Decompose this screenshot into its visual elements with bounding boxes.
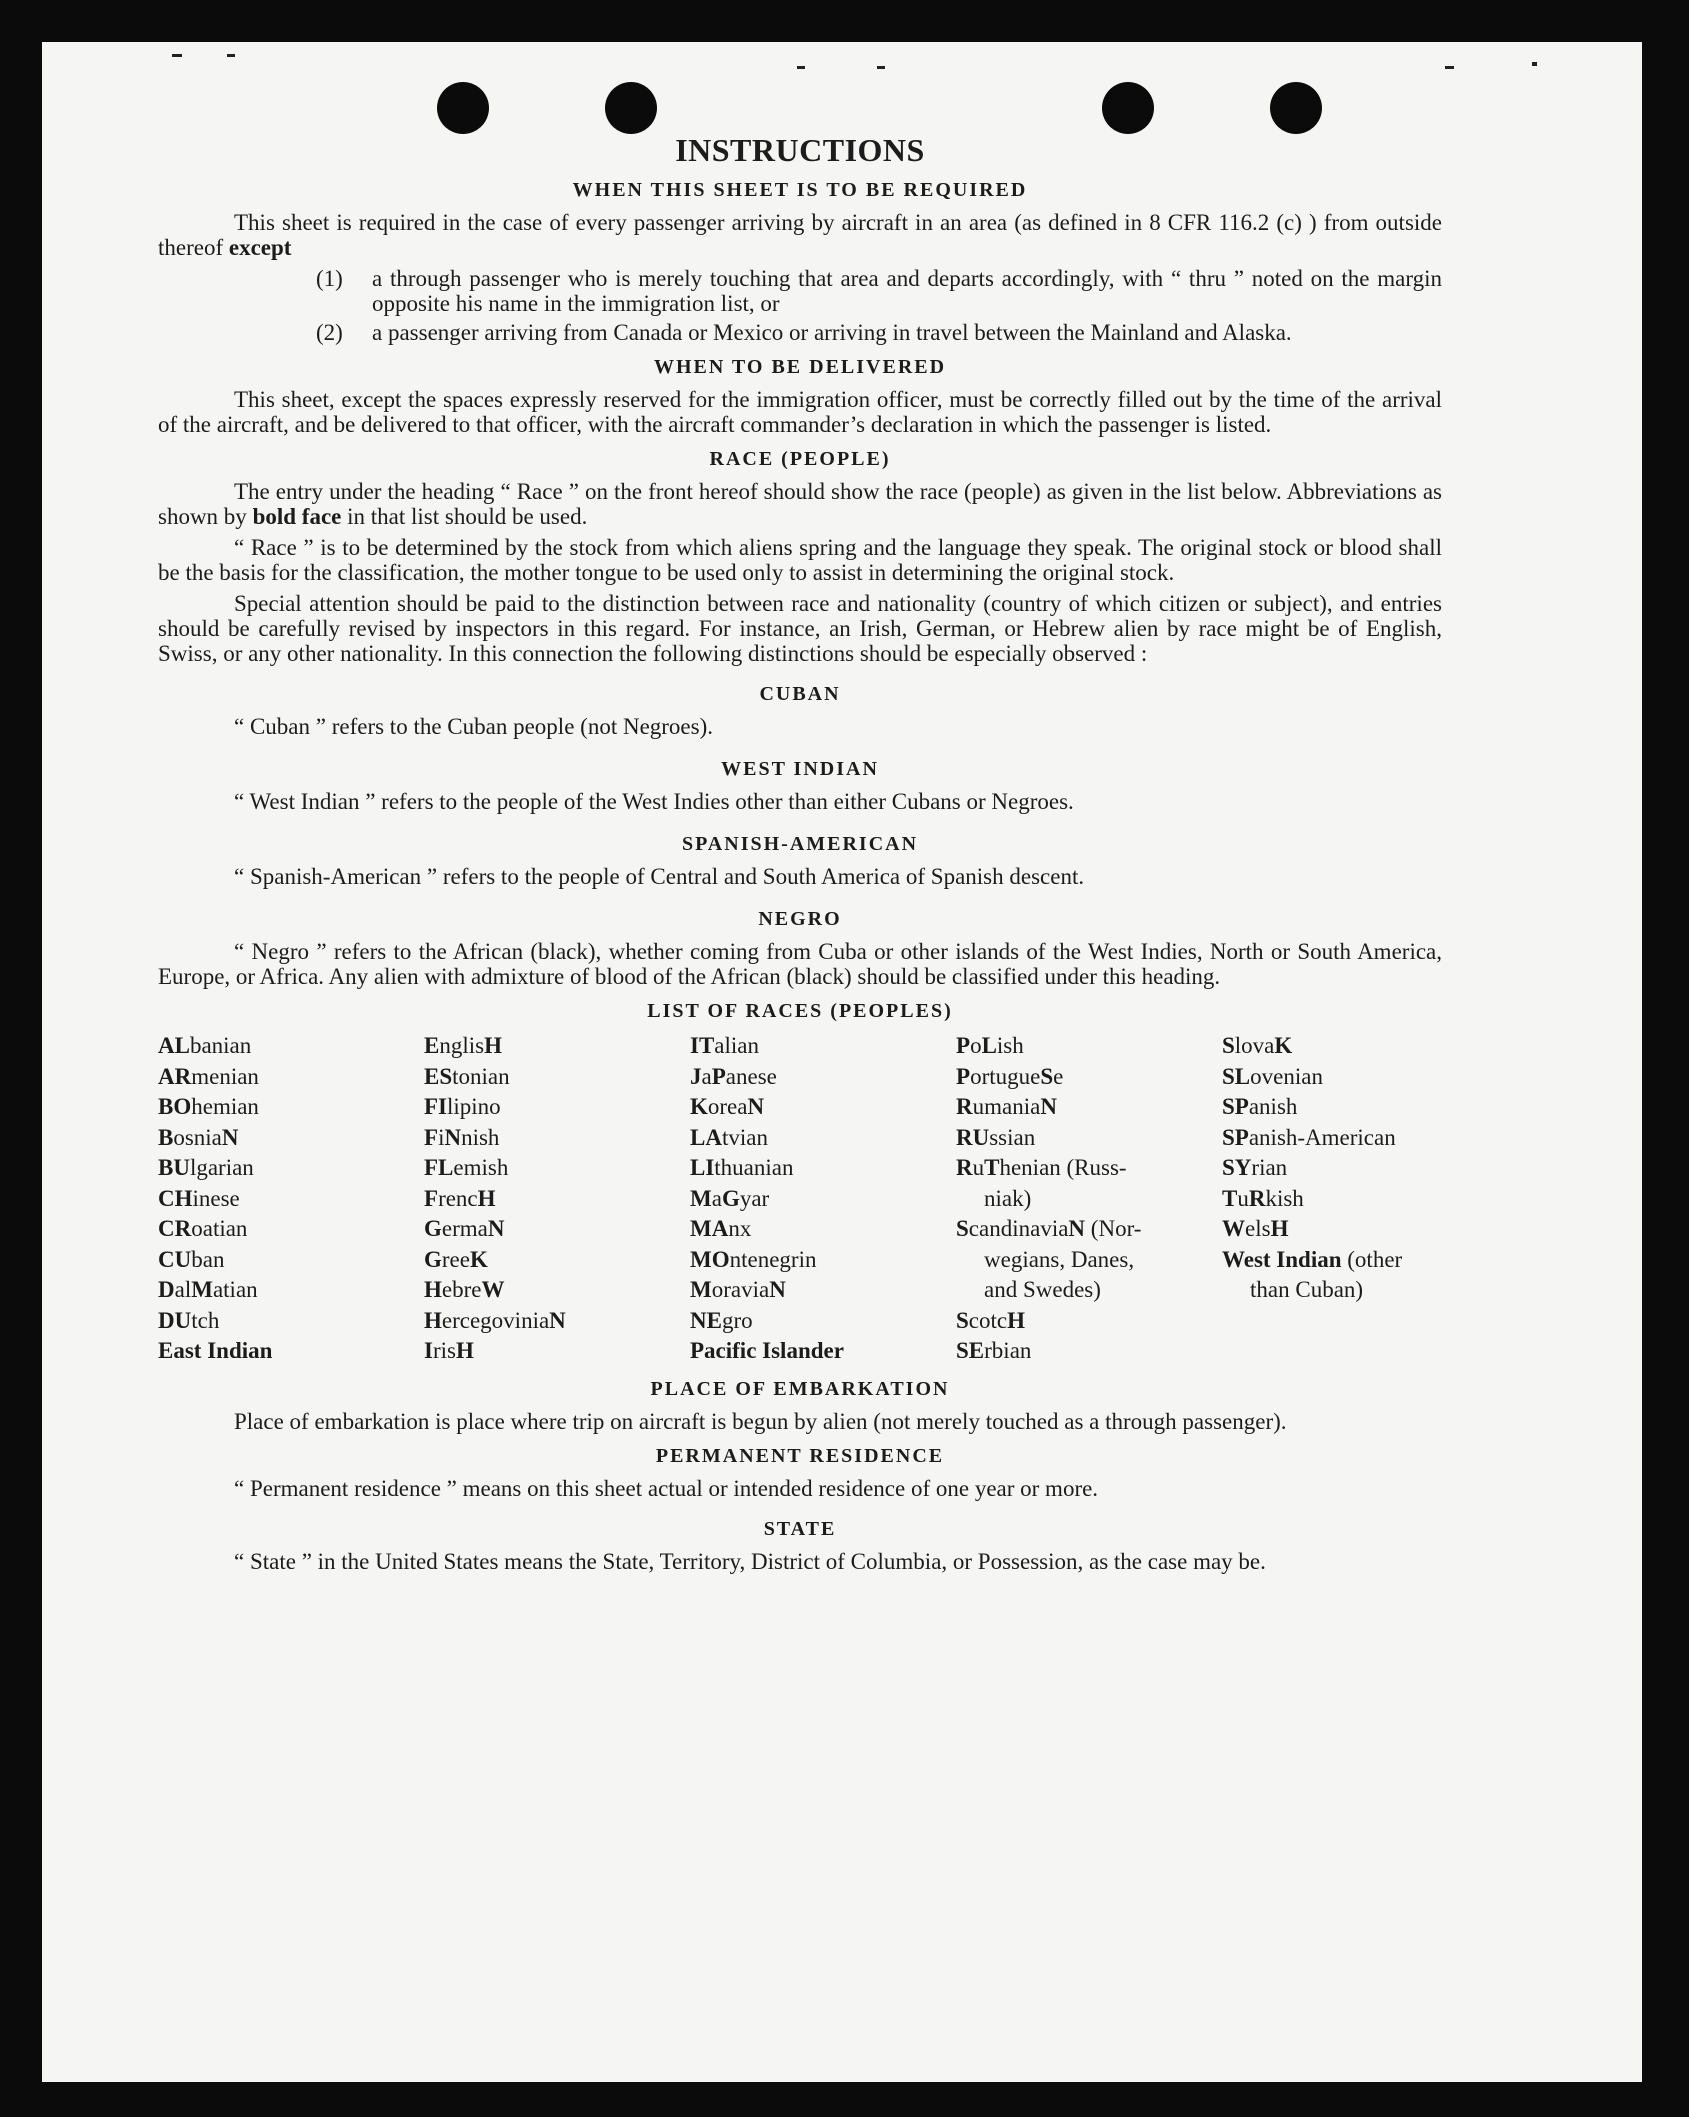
race-entry: Pacific Islander [690, 1338, 844, 1363]
section-heading-place-of-embarkation: PLACE OF EMBARKATION [650, 1377, 950, 1400]
race-entry: FIlipino [424, 1094, 501, 1119]
when-delivered-text: This sheet, except the spaces expressly reserved for the immigration officer, must be correctly filled out by the time of the arrival of the aircraft, and be delivered to that officer, with the aircraft commander’s declaration in which the passenger is listed. [158, 387, 1442, 437]
punch-hole [605, 82, 657, 134]
race-entry: CRoatian [158, 1216, 248, 1241]
race-entry: DalMatian [158, 1277, 258, 1302]
when-required-intro: This sheet is required in the case of every passenger arriving by aircraft in an area (as defined in 8 CFR 116.2 (c) ) from outside thereof except [158, 210, 1442, 260]
race-entry: RuThenian (Russ- [956, 1155, 1127, 1180]
race-entry: IrisH [424, 1338, 474, 1363]
race-entry: PortugueSe [956, 1063, 1064, 1089]
race-entry: RumaniaN [956, 1094, 1057, 1119]
exception-item: (1) a through passenger who is merely touching that area and departs accordingly, with “ thru ” noted on the margin opposite his name in the immigration list, or [316, 266, 1442, 316]
section-heading-when-delivered: WHEN TO BE DELIVERED [653, 356, 947, 378]
race-entry: ARmenian [158, 1063, 259, 1089]
race-entry: GermaN [424, 1216, 505, 1241]
race-entry: SPanish [1222, 1094, 1298, 1119]
punch-hole [1102, 82, 1154, 134]
race-column [956, 1031, 1222, 1367]
punch-hole [1270, 82, 1322, 134]
page-title: INSTRUCTIONS [675, 132, 925, 168]
race-entry: LAtvian [690, 1124, 768, 1150]
section-heading-state: STATE [763, 1517, 837, 1540]
race-entry: than Cuban) [1250, 1277, 1364, 1302]
permanent-residence-text: “ Permanent residence ” means on this sheet actual or intended residence of one year or more. [234, 1475, 1099, 1501]
section-heading-spanish-american: SPANISH-AMERICAN [681, 833, 919, 855]
race-entry: WelsH [1222, 1216, 1289, 1241]
race-entry: FLemish [424, 1155, 509, 1180]
race-paragraph-2: “ Race ” is to be determined by the stock from which aliens spring and the language they speak. The original stock or blood shall be the basis for the classification, the mother tongue to be used only to assist in determining the original stock. [158, 535, 1442, 585]
race-column [424, 1031, 690, 1367]
scan-speck [877, 66, 885, 69]
race-entry: East Indian [158, 1338, 273, 1363]
race-entry: HercegoviniaN [424, 1307, 566, 1333]
race-entry: EnglisH [424, 1033, 502, 1058]
west-indian-text: “ West Indian ” refers to the people of the West Indies other than either Cubans or Negroes. [234, 789, 1074, 814]
instructions-content [158, 132, 1442, 1580]
race-entry: MAnx [690, 1216, 752, 1241]
race-entry: RUssian [956, 1124, 1036, 1150]
section-heading-permanent-residence: PERMANENT RESIDENCE [655, 1444, 945, 1467]
race-entry: MoraviaN [690, 1277, 786, 1302]
race-entry: GreeK [424, 1246, 488, 1272]
race-entry: CHinese [158, 1185, 240, 1211]
race-entry: SErbian [956, 1338, 1032, 1363]
race-entry: wegians, Danes, [984, 1246, 1135, 1272]
race-entry: TuRkish [1222, 1185, 1304, 1211]
race-entry: LIthuanian [690, 1155, 794, 1180]
race-entry: MaGyar [690, 1185, 770, 1211]
race-entry: ScandinaviaN (Nor- [956, 1216, 1142, 1241]
race-column [1222, 1031, 1442, 1367]
section-heading-negro: NEGRO [758, 908, 842, 930]
race-column [158, 1031, 424, 1367]
section-heading-when-required: WHEN THIS SHEET IS TO BE REQUIRED [572, 179, 1028, 201]
scan-speck [227, 54, 235, 57]
race-entry: FrencH [424, 1185, 496, 1211]
scan-speck [1532, 62, 1537, 66]
race-paragraph-3: Special attention should be paid to the distinction between race and nationality (country of which citizen or subject), and entries should be carefully revised by inspectors in this regard. For instance, an Irish, German, or Hebrew alien by race might be of English, Swiss, or any other nationality. In this connection the following distinctions should be especially observed : [158, 591, 1442, 666]
race-entry: niak) [984, 1185, 1032, 1211]
negro-text: “ Negro ” refers to the African (black), whether coming from Cuba or other islands of the West Indies, North or South America, Europe, or Africa. Any alien with admixture of blood of the African (black) should be classified under this heading. [158, 939, 1442, 989]
race-entry: ScotcH [956, 1307, 1025, 1333]
race-entry: BOhemian [158, 1094, 259, 1119]
race-entry: KoreaN [690, 1094, 765, 1119]
race-entry: West Indian (other [1222, 1246, 1403, 1272]
race-entry: BUlgarian [158, 1155, 254, 1180]
race-entry: CUban [158, 1246, 225, 1272]
race-entry: SYrian [1222, 1155, 1288, 1180]
race-entry: SLovenian [1222, 1063, 1323, 1089]
race-entry: BosniaN [158, 1124, 239, 1150]
race-entry: PoLish [956, 1033, 1024, 1058]
race-entry: ALbanian [158, 1033, 252, 1058]
race-entry: EStonian [424, 1063, 510, 1089]
race-entry: SPanish-American [1222, 1124, 1396, 1150]
race-entry: HebreW [424, 1277, 505, 1302]
section-heading-list-of-races: LIST OF RACES (PEOPLES) [647, 1000, 953, 1022]
exception-item: (2) a passenger arriving from Canada or Mexico or arriving in travel between the Mainland and Alaska. [316, 320, 1292, 345]
race-entry: ITalian [690, 1033, 759, 1058]
state-text: “ State ” in the United States means the State, Territory, District of Columbia, or Possession, as the case may be. [234, 1548, 1266, 1574]
race-entry: DUtch [158, 1307, 220, 1333]
list-of-races [158, 1031, 1442, 1367]
race-entry: FiNnish [424, 1124, 500, 1150]
scan-speck [1445, 66, 1454, 69]
section-heading-west-indian: WEST INDIAN [721, 758, 879, 780]
place-of-embarkation-text: Place of embarkation is place where trip on aircraft is begun by alien (not merely touched as a through passenger). [234, 1408, 1287, 1434]
race-entry: SlovaK [1222, 1033, 1293, 1058]
race-entry: MOntenegrin [690, 1246, 817, 1272]
spanish-american-text: “ Spanish-American ” refers to the people of Central and South America of Spanish descent. [234, 864, 1085, 889]
race-entry: and Swedes) [984, 1277, 1101, 1302]
race-column [690, 1031, 956, 1367]
punch-hole [437, 82, 489, 134]
scan-speck [172, 54, 182, 57]
race-entry: JaPanese [690, 1063, 777, 1089]
race-paragraph-1: The entry under the heading “ Race ” on the front hereof should show the race (people) as given in the list below. Abbreviations as shown by bold face in that list should be used. [158, 479, 1442, 529]
section-heading-cuban: CUBAN [759, 683, 841, 705]
cuban-text: “ Cuban ” refers to the Cuban people (not Negroes). [234, 714, 714, 739]
scan-speck [797, 66, 805, 69]
section-heading-race: RACE (PEOPLE) [709, 448, 891, 470]
race-entry: NEgro [690, 1307, 753, 1333]
